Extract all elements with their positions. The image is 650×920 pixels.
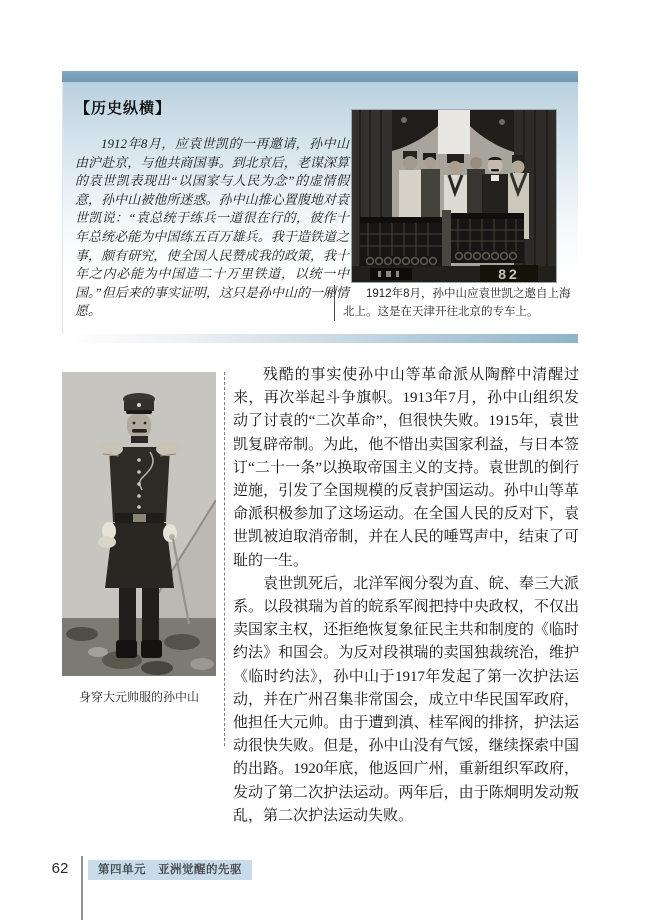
- portrait-caption: 身穿大元帅服的孙中山: [78, 690, 199, 704]
- unit-title-bar: 第四单元 亚洲觉醒的先驱: [88, 860, 252, 880]
- paragraph-1: 残酷的事实使孙中山等革命派从陶醉中清醒过来，再次举起斗争旗帜。1913年7月，孙中山组织发动了讨袁的“二次革命”，但很快失败。1915年，袁世凯复辟帝制。为此，他不惜出卖国家利益，与日本签订“二十一条”以换取帝国主义的支持。袁世凯的倒行逆施，引发了全国规模的反袁护国运动。孙中山等革命派积极参加了这场运动。在全国人民的反对下，袁世凯被迫取消帝制，并在人民的唾骂声中，结束了可耻的一生。: [233, 367, 579, 569]
- train-photo: [352, 110, 556, 282]
- column-divider: [224, 372, 225, 746]
- page-number: 62: [51, 860, 69, 877]
- main-body-text: [233, 364, 579, 828]
- box-top-bar: [62, 71, 578, 82]
- box-body-text: 1912年8月，应袁世凯的一再邀请，孙中山由沪赴京，与他共商国事。到北京后，老谋深算的袁世凯表现出“以国家与人民为念”的虚情假意，孙中山被他所迷惑。孙中山推心置腹地对袁世凯说：“袁总统于练兵一道很在行的，彼作十年总统必能为中国练五百万雄兵。我于造铁道之事，颇有研究，使全国人民赞成我的政策，我十年之内必能为中国造二十万里铁道，以统一中国。”但后来的事实证明，这只是孙中山的一厢情愿。: [75, 136, 349, 319]
- box-title: 【历史纵横】: [75, 100, 172, 117]
- paragraph-2: 袁世凯死后，北洋军阀分裂为直、皖、奉三大派系。以段祺瑞为首的皖系军阀把持中央政权，不仅出卖国家主权，还拒绝恢复象征民主共和制度的《临时约法》和国会。为反对段祺瑞的卖国独裁统治，维护《临时约法》，孙中山于1917年发起了第一次护法运动，并在广州召集非常国会，成立中华民国军政府，他担任大元帅。由于遭到滇、桂军阀的排挤，护法运动很快失败。但是，孙中山没有气馁，继续探索中国的出路。1920年底，他返回广州，重新组织军政府，发动了第二次护法运动。两年后，由于陈炯明发动叛乱，第二次护法运动失败。: [233, 575, 579, 824]
- train-photo-caption: 1912年8月，孙中山应袁世凯之邀自上海北上。这是在天津开往北京的专车上。: [334, 285, 572, 321]
- history-sidebar-box: [62, 71, 578, 343]
- train-number: 82: [498, 266, 520, 282]
- footer-divider: [81, 856, 83, 920]
- sun-yat-sen-portrait: [62, 372, 216, 676]
- box-bottom-bar: [62, 334, 578, 343]
